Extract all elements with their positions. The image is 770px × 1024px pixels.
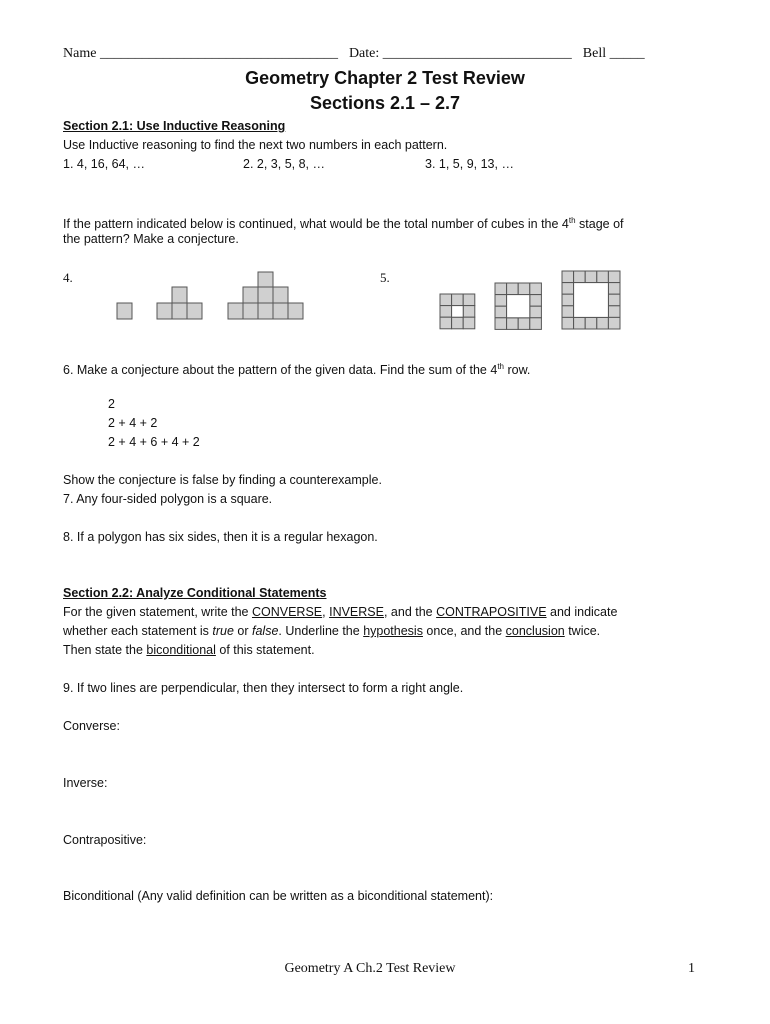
- frame-cube: [518, 318, 530, 330]
- cube: [258, 287, 273, 303]
- question-6: 6. Make a conjecture about the pattern of the given data. Find the sum of the 4th row.: [63, 362, 531, 378]
- page-number: 1: [688, 961, 695, 976]
- pattern-row-3: 2 + 4 + 6 + 4 + 2: [108, 435, 200, 449]
- question-2: 2. 2, 3, 5, 8, …: [243, 157, 325, 171]
- frame-cube: [452, 317, 464, 329]
- contrapositive-label: Contrapositive:: [63, 833, 147, 847]
- frame-cube: [495, 318, 507, 330]
- pattern-row-1: 2: [108, 397, 115, 411]
- frame-cube: [562, 317, 574, 329]
- question-1: 1. 4, 16, 64, …: [63, 157, 145, 171]
- pattern-row-2: 2 + 4 + 2: [108, 416, 158, 430]
- question-9: 9. If two lines are perpendicular, then they intersect to form a right angle.: [63, 681, 464, 695]
- cube: [243, 303, 258, 319]
- frame-hole: [507, 295, 530, 318]
- cubes-instruction-line-2: the pattern? Make a conjecture.: [63, 232, 239, 246]
- cube: [117, 303, 132, 319]
- cube: [187, 303, 202, 319]
- section-2-2-instruction-line-3: Then state the biconditional of this statement.: [63, 643, 315, 657]
- cube: [157, 303, 172, 319]
- section-2-1-instruction: Use Inductive reasoning to find the next two numbers in each pattern.: [63, 138, 448, 152]
- cube: [273, 287, 288, 303]
- frame-cube: [597, 271, 609, 283]
- frame-cube: [495, 306, 507, 318]
- frame-cube: [574, 317, 586, 329]
- question-7: 7. Any four-sided polygon is a square.: [63, 492, 273, 506]
- name-label: Name: [63, 46, 97, 61]
- footer-text: Geometry A Ch.2 Test Review: [284, 961, 456, 976]
- frame-hole: [452, 306, 464, 318]
- cube: [258, 303, 273, 319]
- square-frame-2: [495, 283, 541, 329]
- cube: [172, 303, 187, 319]
- converse-label: Converse:: [63, 719, 120, 733]
- cube: [228, 303, 243, 319]
- cubes-instruction-line-1: If the pattern indicated below is continued, what would be the total number of cubes in the 4th stage of: [63, 216, 624, 232]
- page-title: Geometry Chapter 2 Test Review: [245, 68, 525, 88]
- bell-field[interactable]: _____: [609, 46, 645, 61]
- inverse-label: Inverse:: [63, 776, 108, 790]
- frame-cube: [585, 271, 597, 283]
- frame-cube: [452, 294, 464, 306]
- page-subtitle: Sections 2.1 – 2.7: [309, 93, 461, 113]
- question-8: 8. If a polygon has six sides, then it is a regular hexagon.: [63, 530, 378, 544]
- frame-cube: [507, 283, 519, 295]
- frame-cube: [562, 294, 574, 306]
- frame-cube: [585, 317, 597, 329]
- header-line: [63, 46, 645, 62]
- frame-hole: [574, 283, 609, 318]
- frame-cube: [530, 306, 542, 318]
- frame-cube: [608, 271, 620, 283]
- cube: [243, 287, 258, 303]
- cube: [273, 303, 288, 319]
- date-field[interactable]: ___________________________: [382, 46, 572, 61]
- frame-cube: [440, 317, 452, 329]
- square-frame-1: [440, 294, 475, 329]
- bell-label: Bell: [582, 46, 607, 61]
- cube: [172, 287, 187, 303]
- cube: [288, 303, 303, 319]
- frame-cube: [463, 294, 475, 306]
- frame-cube: [608, 306, 620, 318]
- date-label: Date:: [348, 46, 380, 61]
- frame-cube: [562, 306, 574, 318]
- section-2-2-instruction-line-2: whether each statement is true or false. Underline the hypothesis once, and the conclusion twice.: [63, 624, 601, 638]
- question-3: 3. 1, 5, 9, 13, …: [425, 157, 514, 171]
- square-frame-figure: [438, 268, 628, 341]
- name-field[interactable]: __________________________________: [99, 46, 338, 61]
- section-2-2-instruction-line-1: For the given statement, write the CONVERSE, INVERSE, and the CONTRAPOSITIVE and indicate: [63, 605, 618, 619]
- cube: [258, 272, 273, 287]
- frame-cube: [518, 283, 530, 295]
- biconditional-label: Biconditional (Any valid definition can be written as a biconditional statement):: [63, 889, 494, 903]
- frame-cube: [507, 318, 519, 330]
- frame-cube: [562, 271, 574, 283]
- frame-cube: [608, 294, 620, 306]
- frame-cube: [440, 294, 452, 306]
- frame-cube: [530, 295, 542, 307]
- square-frame-3: [562, 271, 620, 329]
- counterexample-instruction: Show the conjecture is false by finding a counterexample.: [63, 473, 382, 487]
- question-4-label: 4.: [63, 270, 73, 285]
- frame-cube: [597, 317, 609, 329]
- section-2-1-heading: Section 2.1: Use Inductive Reasoning: [63, 119, 286, 133]
- frame-cube: [562, 283, 574, 295]
- cube-pattern-figure: [110, 270, 310, 330]
- frame-cube: [574, 271, 586, 283]
- frame-cube: [463, 306, 475, 318]
- frame-cube: [463, 317, 475, 329]
- frame-cube: [440, 306, 452, 318]
- frame-cube: [530, 318, 542, 330]
- question-5-label: 5.: [380, 270, 390, 285]
- frame-cube: [608, 317, 620, 329]
- frame-cube: [530, 283, 542, 295]
- frame-cube: [495, 295, 507, 307]
- section-2-2-heading: Section 2.2: Analyze Conditional Statements: [63, 586, 327, 600]
- frame-cube: [608, 283, 620, 295]
- frame-cube: [495, 283, 507, 295]
